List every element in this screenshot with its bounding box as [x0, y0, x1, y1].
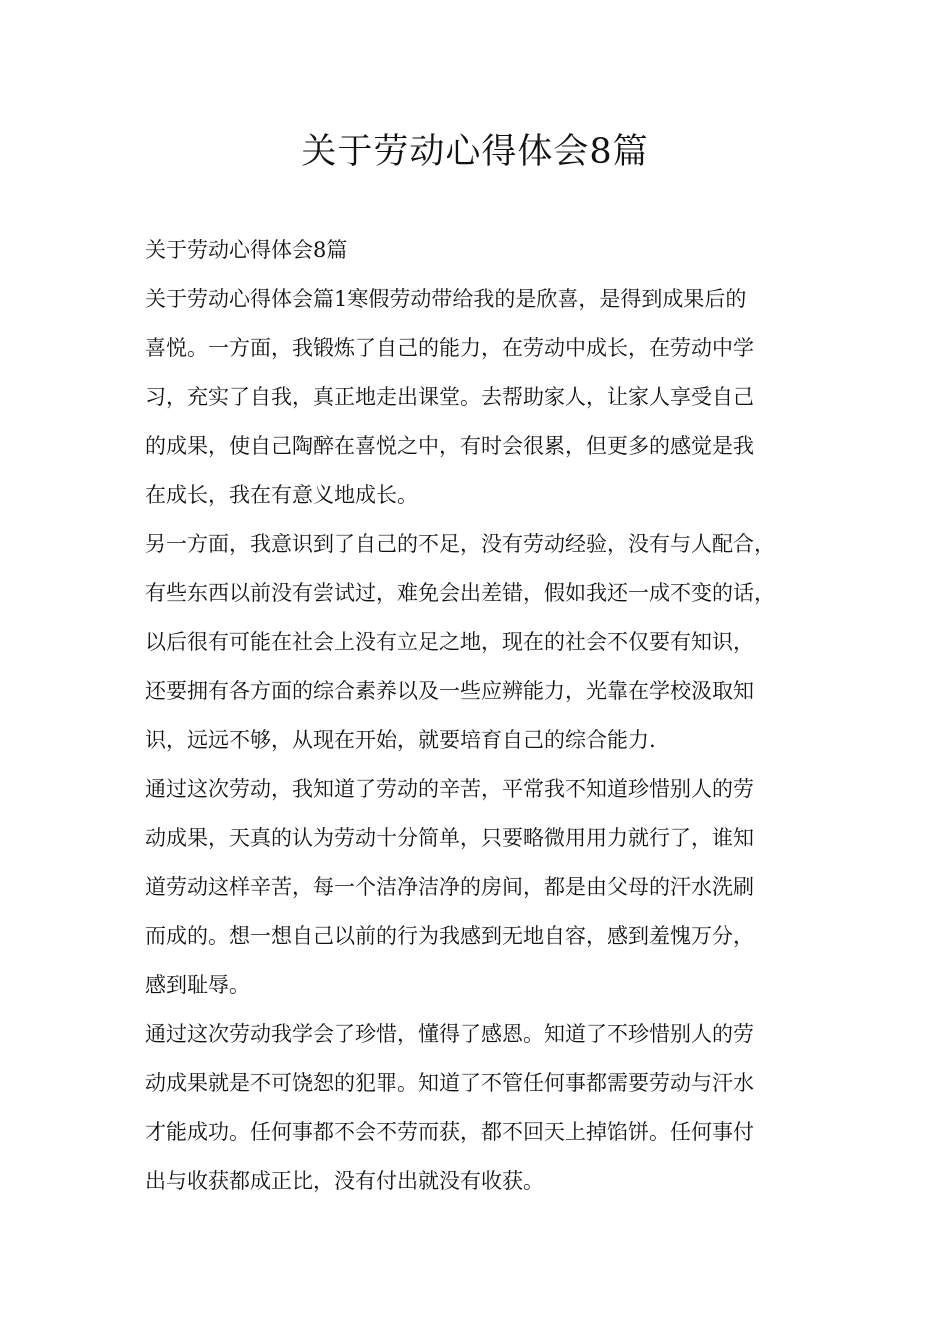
paragraph-line: 而成的。想一想自己以前的行为我感到无地自容，感到羞愧万分，	[145, 924, 754, 948]
document-body	[145, 226, 807, 1206]
paragraph-line: 动成果，天真的认为劳动十分简单，只要略微用用力就行了，谁知	[145, 826, 754, 850]
paragraph-line: 道劳动这样辛苦，每一个洁净洁净的房间，都是由父母的汗水洗刷	[145, 875, 754, 899]
paragraph-line: 才能成功。任何事都不会不劳而获，都不回天上掉馅饼。任何事付	[145, 1120, 754, 1144]
paragraph-line: 有些东西以前没有尝试过，难免会出差错，假如我还一成不变的话，	[145, 581, 775, 605]
paragraph-line: 另一方面，我意识到了自己的不足，没有劳动经验，没有与人配合，	[145, 532, 775, 556]
paragraph-line: 习，充实了自我，真正地走出课堂。去帮助家人，让家人享受自己	[145, 385, 754, 409]
subtitle-line: 关于劳动心得体会8篇	[145, 238, 348, 262]
paragraph-line: 以后很有可能在社会上没有立足之地，现在的社会不仅要有知识，	[145, 630, 754, 654]
paragraph-line: 出与收获都成正比，没有付出就没有收获。	[145, 1169, 544, 1193]
paragraph-line: 的成果，使自己陶醉在喜悦之中，有时会很累，但更多的感觉是我	[145, 434, 754, 458]
paragraph-line: 喜悦。一方面，我锻炼了自己的能力，在劳动中成长，在劳动中学	[145, 336, 754, 360]
paragraph-line: 关于劳动心得体会篇1寒假劳动带给我的是欣喜，是得到成果后的	[145, 287, 747, 311]
document-title: 关于劳动心得体会8篇	[301, 132, 649, 172]
paragraph-line: 通过这次劳动，我知道了劳动的辛苦，平常我不知道珍惜别人的劳	[145, 777, 754, 801]
paragraph-line: 通过这次劳动我学会了珍惜，懂得了感恩。知道了不珍惜别人的劳	[145, 1022, 754, 1046]
paragraph-line: 还要拥有各方面的综合素养以及一些应辨能力，光靠在学校汲取知	[145, 679, 754, 703]
paragraph-line: 在成长，我在有意义地成长。	[145, 483, 418, 507]
paragraph-line: 感到耻辱。	[145, 973, 250, 997]
paragraph-line: 识，远远不够，从现在开始，就要培育自己的综合能力.	[145, 728, 656, 752]
paragraph-line: 动成果就是不可饶恕的犯罪。知道了不管任何事都需要劳动与汗水	[145, 1071, 754, 1095]
